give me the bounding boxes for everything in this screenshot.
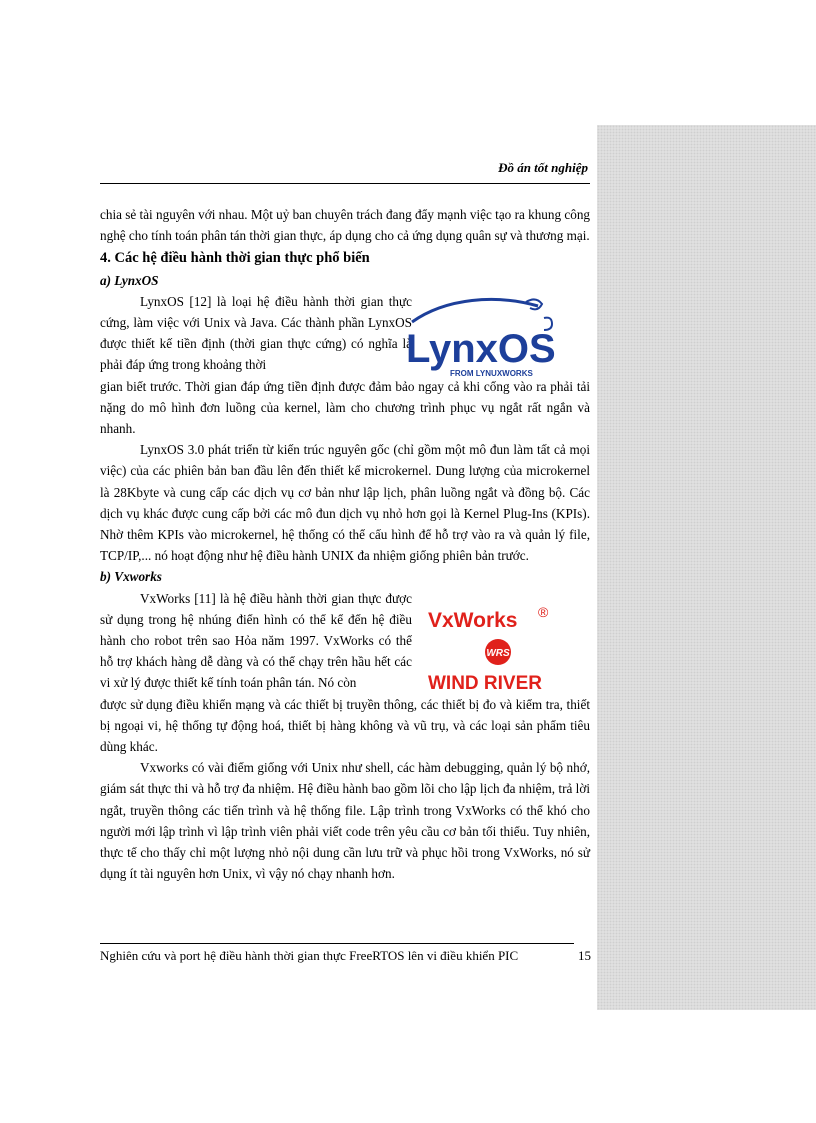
intro-paragraph: chia sẻ tài nguyên với nhau. Một uỷ ban chuyên trách đang đẩy mạnh việc tạo ra khung công nghệ cho tính toán phân tán thời gian thực, áp dụng cho cả ứng dụng quân sự và thương mại. [100, 207, 591, 244]
vxworks-wordmark: VxWorks [428, 609, 518, 632]
vxworks-paragraph-rest: được sử dụng điều khiển mạng và các thiết bị truyền thông, các thiết bị đo và kiểm tra, thiết bị ngoại vi, hệ thống tự động hoá, thiết bị hàng không và vũ trụ, và các loại sản phẩm tiêu dùng khác. [100, 696, 590, 755]
header-rule [100, 183, 590, 184]
vxworks-paragraph-2: Vxworks có vài điểm giống với Unix như shell, các hàm debugging, quản lý bộ nhớ, giám sát thực thi và hỗ trợ đa nhiệm. Hệ điều hành bao gồm lõi cho lập lịch đa nhiệm, trả lời ngắt, truyền thông các tiến trình và hệ thống file. Lập trình trong VxWorks có thể khó cho người mới lập trình vì lập trình viên phải viết code trên yêu cầu cơ bản tối thiểu. Tuy nhiên, thực tế cho thấy chỉ một lượng nhỏ nội dung cần lưu trữ và phục hồi trong VxWorks, nó sử dụng ít tài nguyên hơn Unix, vì vậy nó chạy nhanh hơn. [100, 760, 590, 882]
registered-mark: ® [538, 605, 549, 620]
lynxos-paragraph-rest: gian biết trước. Thời gian đáp ứng tiền định được đảm bảo ngay cả khi cổng vào ra phải tải nặng do mô hình đơn luồng của kernel, làm cho chương trình phục vụ ngắt rất ngắn và nhanh. [100, 378, 590, 437]
lynxos-logo-graphic [406, 292, 576, 380]
section-heading: 4. Các hệ điều hành thời gian thực phổ biến [100, 250, 370, 267]
vxworks-logo [428, 605, 578, 695]
lynxos-wordmark: LynxOS [406, 327, 556, 371]
page-number: 15 [578, 948, 591, 963]
lynxos-heading: a) LynxOS [100, 272, 159, 288]
vxworks-heading: b) Vxworks [100, 569, 162, 585]
comment-margin-pane [597, 125, 816, 1010]
footer-rule [100, 943, 574, 944]
lynxos-tagline: FROM LYNUXWORKS [450, 369, 533, 378]
lynxos-swoosh [412, 299, 538, 322]
vxworks-paragraph-wrap: VxWorks [11] là hệ điều hành thời gian thực được sử dụng trong hệ nhúng điển hình có thể kể đến hệ điều hành cho robot trên sao Hỏa năm 1997. VxWorks có thể hỗ trợ khách hàng dễ dàng và có thể chạy trên hầu hết các vi xử lý được thiết kế tính toán phân tán. Nó còn [100, 590, 412, 691]
header-title: Đồ án tốt nghiệp [498, 160, 588, 175]
lynxos-paragraph-2: LynxOS 3.0 phát triển từ kiến trúc nguyên gốc (chỉ gồm một mô đun làm tất cả mọi việc) của các phiên bản ban đầu lên đến thiết kế microkernel. Dung lượng của microkernel là 28Kbyte và cung cấp các dịch vụ cơ bản như lập lịch, phân luồng ngắt và đồng bộ. Các dịch vụ khác được cung cấp bởi các mô đun dịch vụ nhỏ hơn gọi là Kernel Plug-Ins (KPIs). Nhờ thêm KPIs vào microkernel, hệ thống có thể cấu hình để hỗ trợ vào ra và quản lý file, TCP/IP,... nó hoạt động như hệ điều hành UNIX đa nhiệm giống phiên bản trước. [100, 442, 590, 564]
lynxos-paragraph-wrap: LynxOS [12] là loại hệ điều hành thời gian thực cứng, làm việc với Unix và Java. Các thành phần LynxOS được thiết kế tiền định (thời gian thực cứng) có nghĩa là phải đáp ứng trong khoảng thời [100, 293, 412, 373]
vxworks-logo-graphic [428, 605, 578, 695]
wind-river-wordmark: WIND RIVER [428, 673, 542, 694]
lynxos-logo [406, 292, 576, 380]
footer-text: Nghiên cứu và port hệ điều hành thời gian thực FreeRTOS lên vi điều khiển PIC [100, 948, 519, 963]
wind-river-emblem-text: WRS [486, 648, 510, 659]
